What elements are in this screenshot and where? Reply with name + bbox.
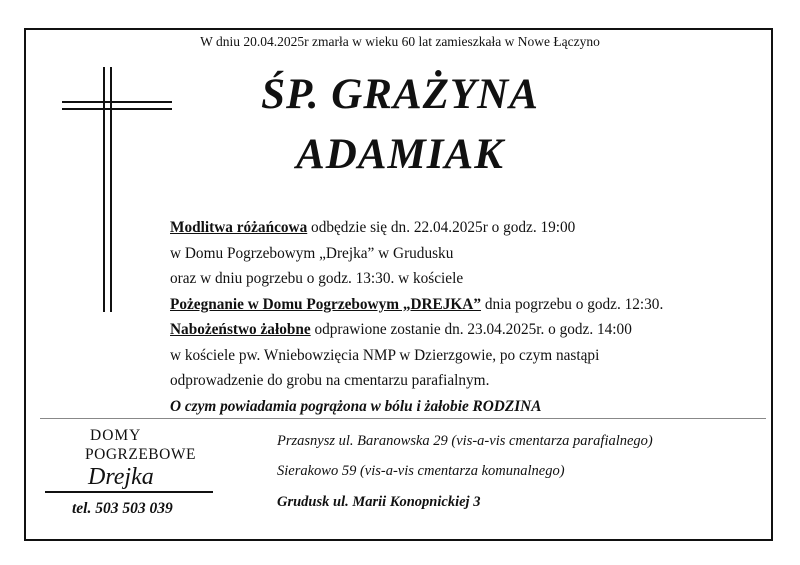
rosary-label: Modlitwa różańcowa xyxy=(170,219,308,236)
address-grudusk: Grudusk ul. Marii Konopnickiej 3 xyxy=(277,494,481,510)
mass-label: Nabożeństwo żałobne xyxy=(170,321,311,338)
farewell-text: dnia pogrzebu o godz. 12:30. xyxy=(481,295,664,313)
logo-name: Drejka xyxy=(88,464,154,490)
farewell-line xyxy=(170,292,663,318)
burial-line: odprowadzenie do grobu na cmentarzu parafialnym. xyxy=(170,372,490,389)
divider xyxy=(40,418,766,419)
rosary-line xyxy=(170,215,663,241)
deceased-name-last: ADAMIAK xyxy=(296,131,504,178)
death-announcement: W dniu 20.04.2025r zmarła w wieku 60 lat zamieszkała w Nowe Łączyno xyxy=(200,34,600,49)
phone-number: tel. 503 503 039 xyxy=(72,500,173,517)
ceremony-details xyxy=(170,215,663,419)
deceased-name-first: ŚP. GRAŻYNA xyxy=(261,71,539,118)
address-przasnysz: Przasnysz ul. Baranowska 29 (vis-a-vis cmentarza parafialnego) xyxy=(277,433,653,449)
address-sierakowo: Sierakowo 59 (vis-a-vis cmentarza komunalnego) xyxy=(277,463,565,479)
mass-line xyxy=(170,317,663,343)
funeral-home-line: w Domu Pogrzebowym „Drejka” w Grudusku xyxy=(170,244,454,262)
logo-underline xyxy=(45,491,213,493)
church-line: w kościele pw. Wniebowzięcia NMP w Dzierzgowie, po czym nastąpi xyxy=(170,346,600,364)
logo-line-1: DOMY xyxy=(90,427,142,444)
church-time-line: oraz w dniu pogrzebu o godz. 13:30. w kościele xyxy=(170,270,464,287)
farewell-label: Pożegnanie w Domu Pogrzebowym „DREJKA” xyxy=(170,295,482,313)
rosary-text: odbędzie się dn. 22.04.2025r o godz. 19:00 xyxy=(307,219,576,236)
closing-line: O czym powiadamia pogrążona w bólu i żałobie RODZINA xyxy=(170,397,542,415)
logo-line-2: POGRZEBOWE xyxy=(85,446,196,463)
mass-text: odprawione zostanie dn. 23.04.2025r. o godz. 14:00 xyxy=(310,321,632,338)
